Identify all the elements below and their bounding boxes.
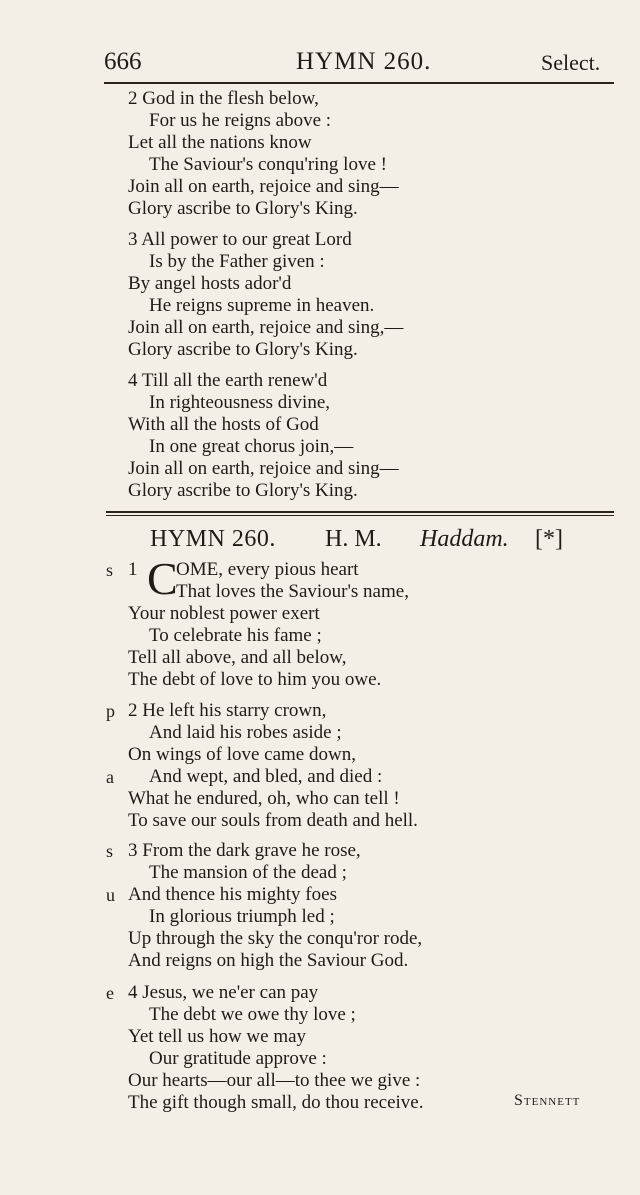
verse-line: The debt of love to him you owe.: [128, 669, 382, 690]
stanza-3: [0, 840, 640, 972]
verse-line: On wings of love came down,: [128, 744, 356, 765]
verse-line: Up through the sky the conqu'ror rode,: [128, 928, 423, 949]
verse-line: And thence his mighty foes: [128, 884, 337, 905]
verse-line: To save our souls from death and hell.: [128, 810, 418, 831]
verse-line: That loves the Saviour's name,: [176, 581, 409, 602]
stanza-2: [0, 700, 640, 832]
section-label: Select.: [541, 50, 601, 75]
running-header: [0, 48, 640, 78]
dynamic-mark: s: [106, 560, 114, 580]
verse-line: Our hearts—our all—to thee we give :: [128, 1070, 421, 1091]
verse-line: Glory ascribe to Glory's King.: [128, 339, 358, 360]
verse-line: 4 Till all the earth renew'd: [128, 370, 328, 391]
verse-line: To celebrate his fame ;: [149, 625, 322, 646]
header-hymn-title: HYMN 260.: [296, 48, 432, 75]
verse-number: 1: [128, 559, 138, 580]
verse-line: In righteousness divine,: [149, 392, 331, 413]
verse-line: Join all on earth, rejoice and sing—: [128, 458, 399, 479]
verse-line: For us he reigns above :: [149, 110, 332, 131]
verse-line: Our gratitude approve :: [149, 1048, 327, 1069]
verse-line: And laid his robes aside ;: [149, 722, 342, 743]
verse-line: By angel hosts ador'd: [128, 273, 292, 294]
verse-line: Glory ascribe to Glory's King.: [128, 198, 358, 219]
hymn-meter: H. M.: [325, 526, 382, 552]
stanza-1: [0, 559, 640, 691]
verse-line: Join all on earth, rejoice and sing,—: [128, 317, 404, 338]
verse-line: The mansion of the dead ;: [149, 862, 347, 883]
verse-line: In glorious triumph led ;: [149, 906, 335, 927]
verse-line: And wept, and bled, and died :: [149, 766, 383, 787]
section-divider: [106, 511, 614, 513]
verse-line: Let all the nations know: [128, 132, 312, 153]
dynamic-mark: e: [106, 983, 114, 1003]
verse-line: Join all on earth, rejoice and sing—: [128, 176, 399, 197]
dynamic-mark: s: [106, 841, 114, 861]
hymn-heading: [0, 526, 640, 556]
verse-line: The Saviour's conqu'ring love !: [149, 154, 387, 175]
dynamic-mark: u: [106, 885, 115, 905]
verse-line: He reigns supreme in heaven.: [149, 295, 375, 316]
dynamic-mark: a: [106, 767, 114, 787]
verse-line: Yet tell us how we may: [128, 1026, 307, 1047]
verse-line: 3 From the dark grave he rose,: [128, 840, 361, 861]
header-rule: [104, 82, 614, 84]
verse-line: Your noblest power exert: [128, 603, 320, 624]
verse-line: Glory ascribe to Glory's King.: [128, 480, 358, 501]
verse-line: Tell all above, and all below,: [128, 647, 347, 668]
dynamic-mark: p: [106, 701, 115, 721]
verse-line: The debt we owe thy love ;: [149, 1004, 356, 1025]
hymn-title: HYMN 260.: [150, 526, 276, 552]
prev-stanza-4: [0, 370, 640, 502]
verse-line: 3 All power to our great Lord: [128, 229, 352, 250]
verse-line: With all the hosts of God: [128, 414, 319, 435]
verse-line: 4 Jesus, we ne'er can pay: [128, 982, 319, 1003]
prev-stanza-3: [0, 229, 640, 361]
tune-name: Haddam.: [420, 526, 509, 552]
verse-line: And reigns on high the Saviour God.: [128, 950, 409, 971]
author-signature: Stennett: [514, 1092, 581, 1109]
reference-mark: [*]: [535, 526, 563, 552]
drop-cap: C: [147, 553, 178, 604]
verse-line: 2 God in the flesh below,: [128, 88, 319, 109]
verse-line: 2 He left his starry crown,: [128, 700, 327, 721]
verse-line: In one great chorus join,—: [149, 436, 354, 457]
section-divider-thin: [106, 515, 614, 516]
prev-stanza-2: [0, 88, 640, 220]
verse-line: What he endured, oh, who can tell !: [128, 788, 400, 809]
verse-line: Is by the Father given :: [149, 251, 325, 272]
verse-line: OME, every pious heart: [176, 559, 359, 580]
page-number: 666: [104, 48, 142, 75]
verse-line: The gift though small, do thou receive.: [128, 1092, 424, 1113]
